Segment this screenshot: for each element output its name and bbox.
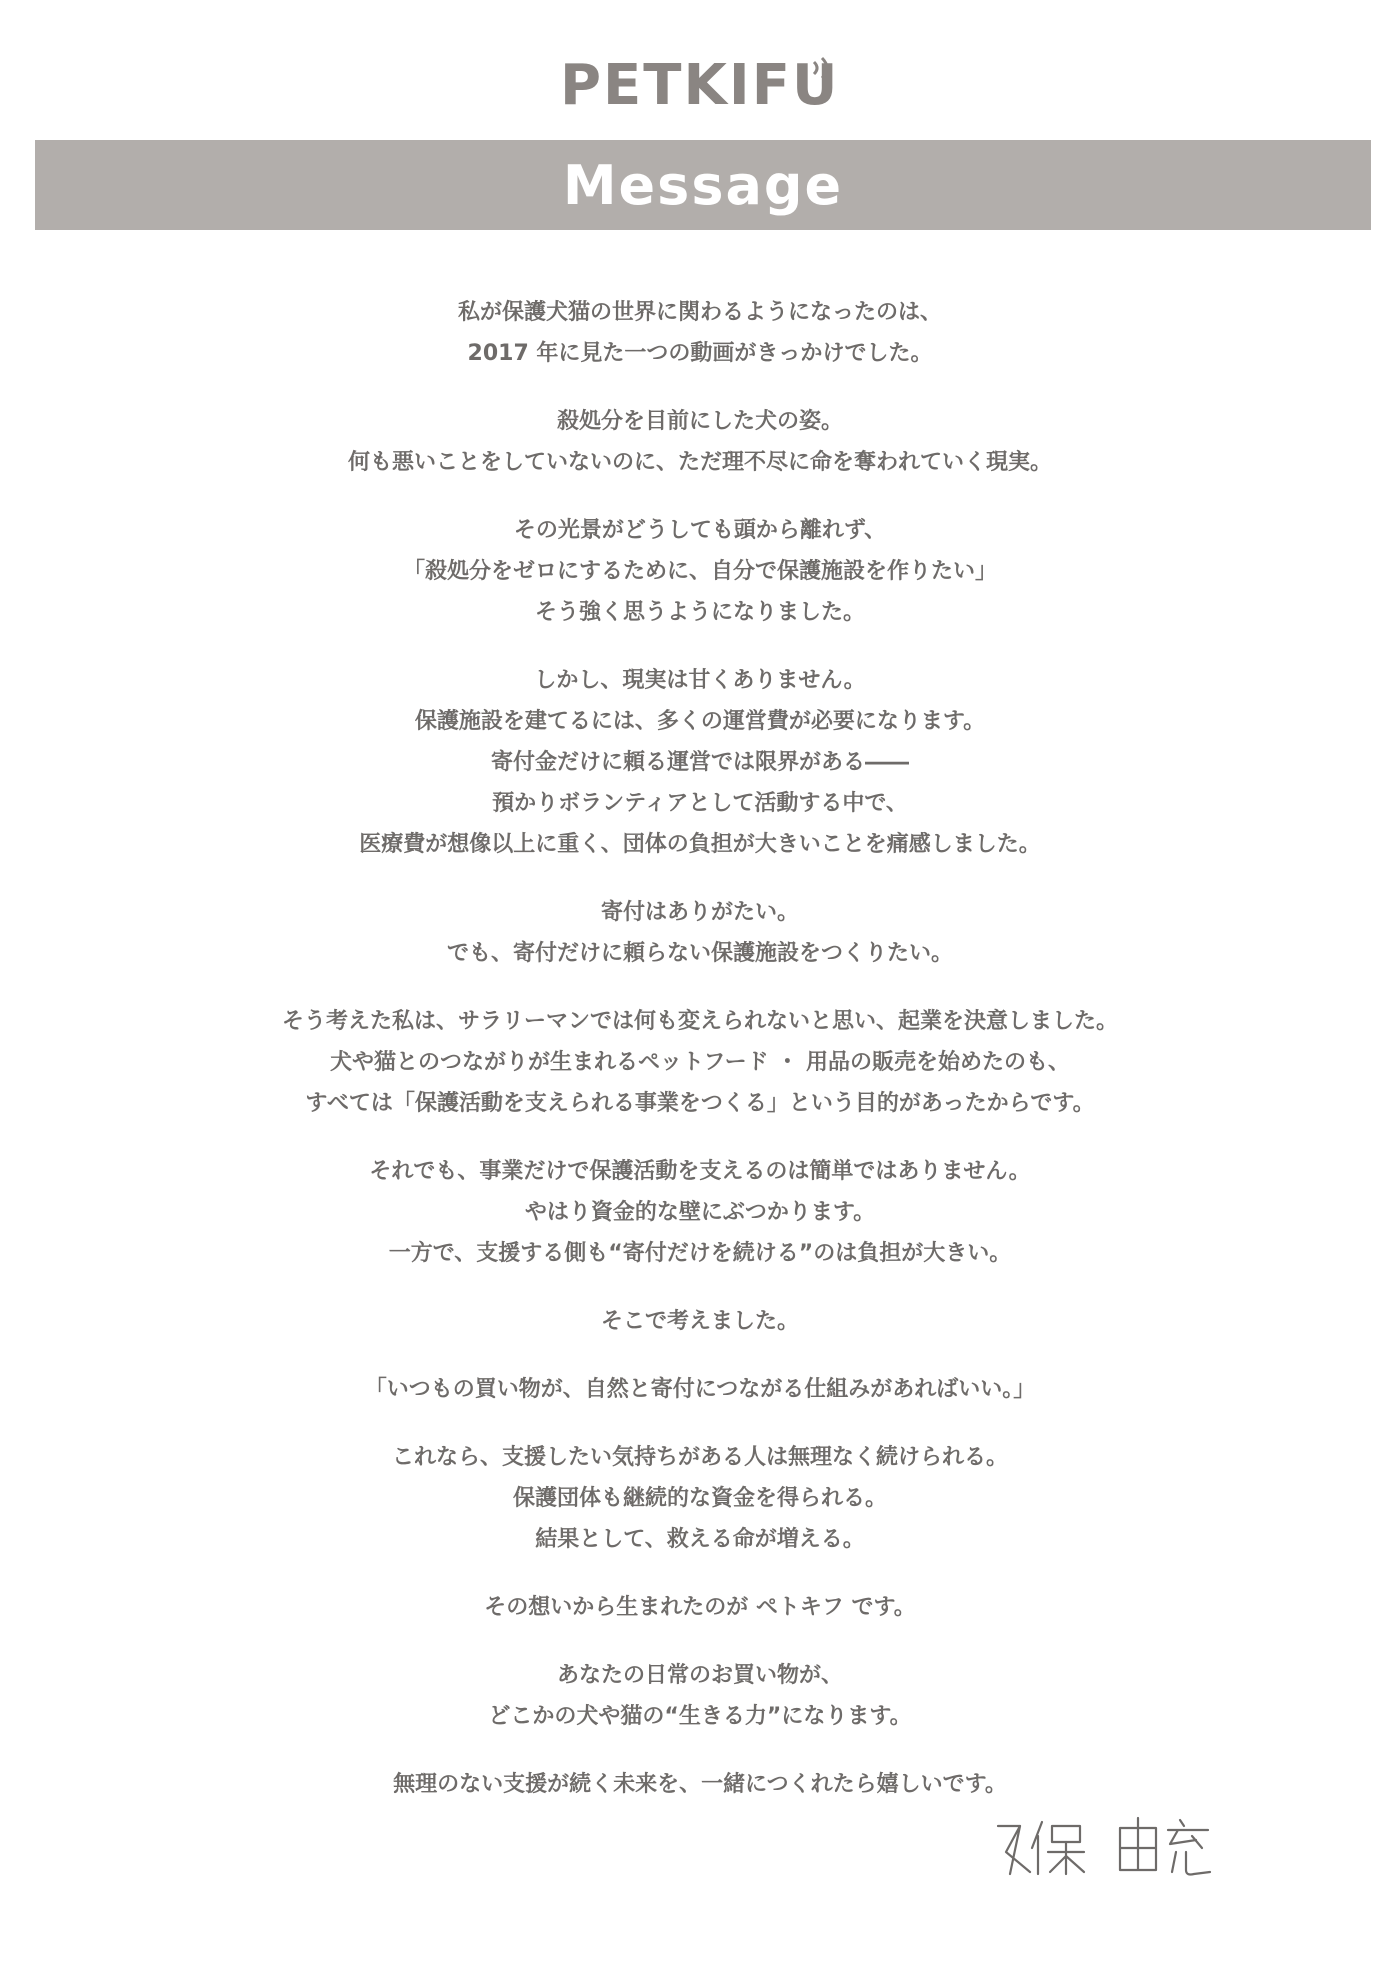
message-line: 何も悪いことをしていないのに、ただ理不尽に命を奪われていく現実。 (347, 450, 1052, 475)
message-line: やはり資金的な壁にぶつかります。 (524, 1200, 876, 1225)
page-title: Message (562, 153, 844, 217)
message-paragraph (0, 1001, 1400, 1124)
message-line: 保護団体も継続的な資金を得られる。 (512, 1486, 887, 1511)
message-paragraph (0, 1369, 1400, 1410)
message-line: 無理のない支援が続く未来を、一緒につくれたら嬉しいです。 (393, 1772, 1007, 1797)
signature (980, 1810, 1220, 1880)
message-line: でも、寄付だけに頼らない保護施設をつくりたい。 (446, 941, 953, 966)
message-line: 殺処分を目前にした犬の姿。 (556, 409, 843, 434)
message-line: そう考えた私は、サラリーマンでは何も変えられないと思い、起業を決意しました。 (281, 1009, 1118, 1034)
message-line: どこかの犬や猫の“生きる力”になります。 (488, 1704, 912, 1729)
message-line: すべては「保護活動を支えられる事業をつくる」という目的があったからです。 (305, 1091, 1095, 1116)
message-line: 犬や猫とのつながりが生まれるペットフード ・ 用品の販売を始めたのも、 (329, 1050, 1070, 1075)
message-paragraph (0, 1587, 1400, 1628)
message-paragraph (0, 1655, 1400, 1737)
message-paragraph (0, 1764, 1400, 1805)
logo-text: PETKIFU (560, 53, 840, 118)
message-body (0, 292, 1400, 1832)
message-line: 一方で、支援する側も“寄付だけを続ける”のは負担が大きい。 (388, 1241, 1012, 1266)
message-line: 保護施設を建てるには、多くの運営費が必要になります。 (414, 709, 986, 734)
message-paragraph (0, 510, 1400, 633)
message-line: あなたの日常のお買い物が、 (556, 1663, 843, 1688)
message-paragraph (0, 401, 1400, 483)
message-paragraph (0, 292, 1400, 374)
message-line: 結果として、救える命が増える。 (535, 1527, 865, 1552)
message-line: その光景がどうしても頭から離れず、 (513, 518, 887, 543)
message-line: 「いつもの買い物が、自然と寄付につながる仕組みがあればいい。」 (364, 1377, 1036, 1402)
petkifu-logo (560, 48, 840, 118)
message-line: 寄付金だけに頼る運営では限界がある―― (490, 750, 909, 775)
message-paragraph (0, 1151, 1400, 1274)
message-line: 「殺処分をゼロにするために、自分で保護施設を作りたい」 (402, 559, 997, 584)
message-paragraph (0, 1301, 1400, 1342)
message-line: それでも、事業だけで保護活動を支えるのは簡単ではありません。 (369, 1159, 1031, 1184)
message-line: その想いから生まれたのが ペトキフ です。 (484, 1595, 916, 1620)
message-line: 私が保護犬猫の世界に関わるようになったのは、 (457, 300, 942, 325)
message-line: そう強く思うようになりました。 (534, 600, 865, 625)
message-paragraph (0, 1437, 1400, 1560)
message-line: 預かりボランティアとして活動する中で、 (492, 791, 908, 816)
message-paragraph (0, 660, 1400, 865)
message-line: しかし、現実は甘くありません。 (534, 668, 866, 693)
message-line: 2017 年に見た一つの動画がきっかけでした。 (467, 341, 933, 366)
message-line: 医療費が想像以上に重く、団体の負担が大きいことを痛感しました。 (359, 832, 1041, 857)
message-line: そこで考えました。 (600, 1309, 799, 1334)
message-banner (35, 140, 1371, 230)
message-paragraph (0, 892, 1400, 974)
message-line: 寄付はありがたい。 (600, 900, 799, 925)
message-line: これなら、支援したい気持ちがある人は無理なく続けられる。 (391, 1445, 1008, 1470)
brand-logo (0, 48, 1400, 122)
